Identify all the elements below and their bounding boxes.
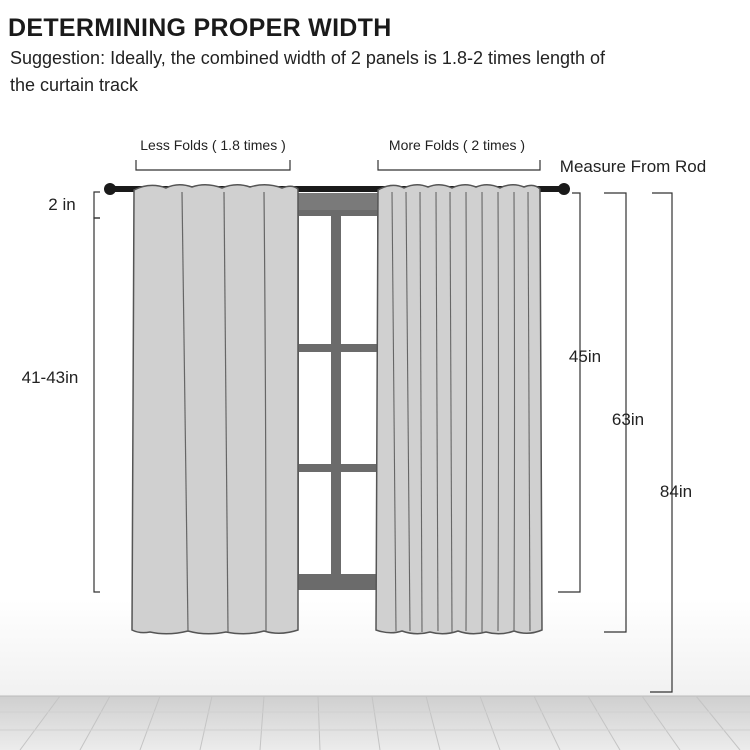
- measure-from-rod-label: Measure From Rod: [559, 157, 707, 176]
- right-panel-bracket: [378, 160, 540, 170]
- right-curtain-panel: [376, 185, 542, 634]
- wall-shading: [0, 600, 750, 696]
- dim-84in-label: 84in: [659, 482, 693, 501]
- dim-63in-label: 63in: [611, 410, 645, 429]
- subtitle-line-2: the curtain track: [10, 75, 139, 95]
- floor: [0, 696, 750, 750]
- left-curtain-panel: [132, 185, 298, 634]
- dim-2in-line: [94, 192, 100, 218]
- window: [296, 193, 380, 590]
- dim-41-43in-label: 41-43in: [21, 368, 79, 387]
- right-panel-label: More Folds ( 2 times ): [388, 137, 526, 153]
- dim-45in-label: 45in: [568, 347, 602, 366]
- left-panel-bracket: [136, 160, 290, 170]
- subtitle-line-1: Suggestion: Ideally, the combined width of 2 panels is 1.8-2 times length of: [10, 48, 606, 68]
- left-panel-label: Less Folds ( 1.8 times ): [140, 137, 286, 153]
- diagram-title: DETERMINING PROPER WIDTH: [8, 14, 392, 42]
- dim-45in-line: [558, 193, 580, 592]
- dim-41-43in-line: [94, 218, 100, 592]
- dim-2in-label: 2 in: [48, 195, 76, 214]
